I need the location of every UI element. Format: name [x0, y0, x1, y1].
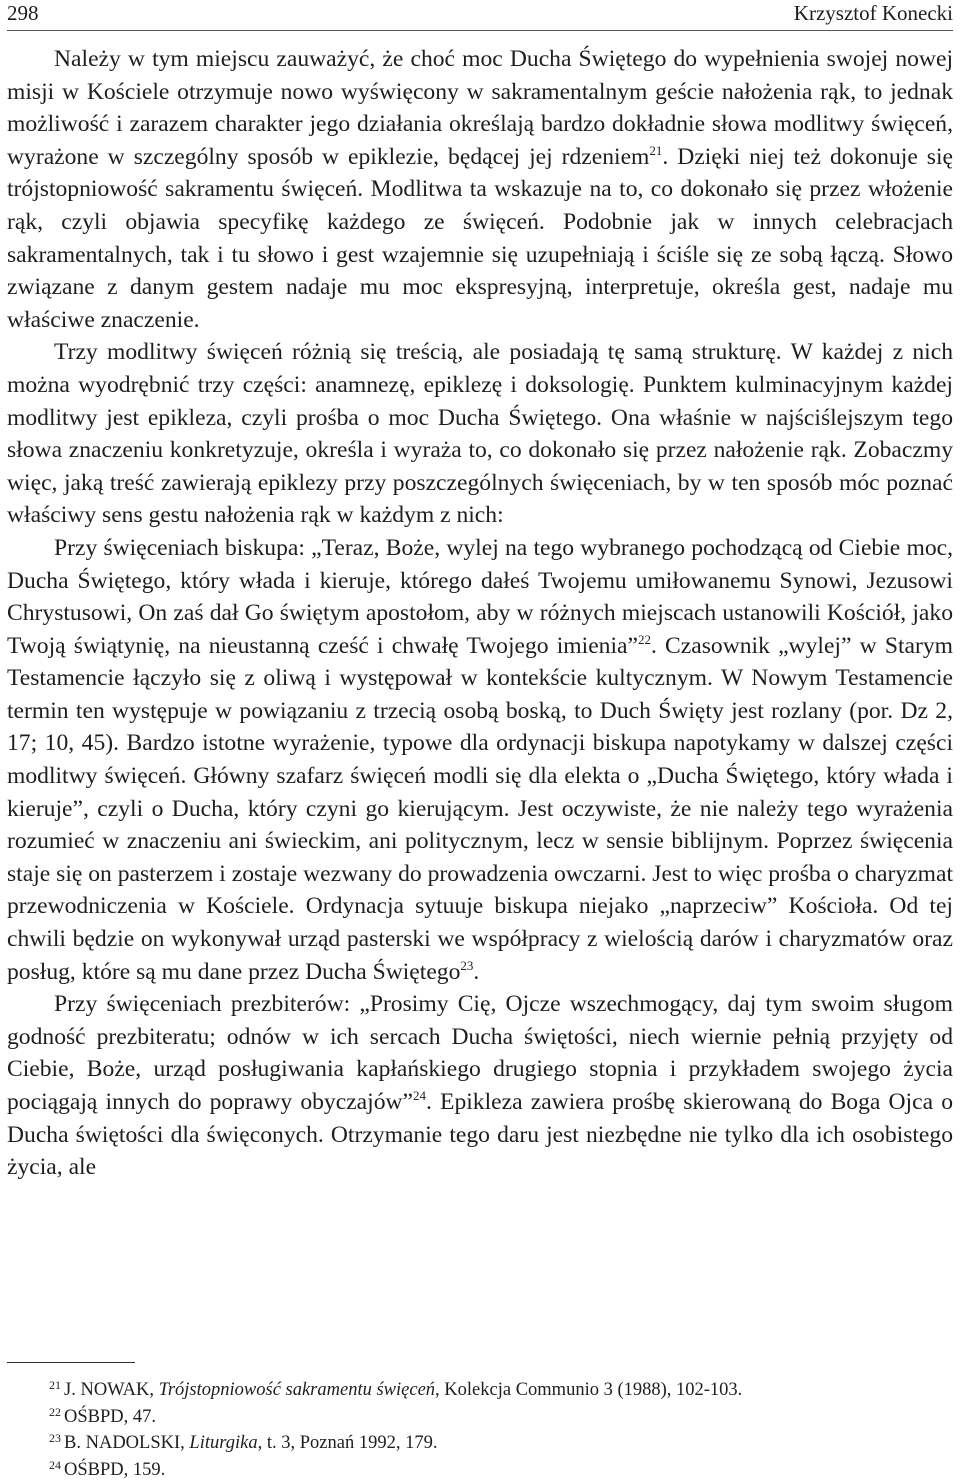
body-paragraph — [7, 988, 953, 1184]
footnote-text: , t. 3, Poznań 1992, 179. — [257, 1433, 438, 1453]
page-number: 298 — [7, 1, 39, 25]
footnote-author-smallcaps: ADOLSKI — [98, 1433, 181, 1453]
footnote-title: Liturgika — [189, 1433, 258, 1453]
paragraph-text: . Dzięki niej też dokonuje się trójstopniowość sakramentu święceń. Modlitwa ta wskazuje na to, co dokonało się przez włożenie rąk, czyli objawia specyfikę każdego ze święceń. Podobnie jak w innych celebracjach sakramentalnych, tak i tu słowo i gest wzajemnie się uzupełniają i ściśle się ze sobą łączą. Słowo związane z danym gestem nadaje mu moc ekspresyjną, interpretuje, określa gest, nadaje mu właściwe znaczenie. — [7, 143, 953, 333]
paragraph-text: Przy święceniach prezbiterów: „Prosimy Cię, Ojcze wszechmogący, daj tym swoim sługom godność prezbiteratu; odnów w ich sercach Ducha świętości, niech wiernie pełnią przyjęty od Ciebie, Boże, urząd posługiwania kapłańskiego drugiego stopnia i przykładem swojego życia pociągają innych do poprawy obyczajów” — [7, 991, 953, 1115]
footnote-text: OŚBPD, 47. — [64, 1406, 157, 1427]
footnote-reference[interactable]: 22 — [637, 631, 651, 647]
footnote-text: OŚBPD, 159. — [64, 1459, 166, 1480]
footnote-reference[interactable]: 24 — [413, 1088, 426, 1103]
footnote-author-smallcaps: OWAK — [93, 1380, 150, 1400]
footnote-number: 23 — [49, 1431, 61, 1445]
footnote-separator-text: , — [149, 1380, 159, 1400]
footnote-text: J. N — [64, 1380, 94, 1400]
footnote-separator — [7, 1362, 135, 1363]
footnote-text: B. N — [64, 1433, 99, 1453]
footnote-item — [49, 1404, 950, 1431]
body-paragraph — [7, 43, 953, 336]
footnote-item — [49, 1457, 950, 1484]
footnote-item — [49, 1430, 950, 1457]
paragraph-text: . Epikleza zawiera prośbę skierowaną do Boga Ojca o Ducha świętości dla święconych. Otrzymanie tego daru jest niezbędne nie tylko dla ich osobistego życia, ale — [7, 1089, 953, 1181]
paragraph-text: . Czasownik „wylej” w Starym Testamencie łączyło się z oliwą i występował w kontekście kultycznym. W Nowym Testamencie termin ten występuje w powiązaniu z trzecią osobą boską, to Duch Święty jest rozlany (por. Dz 2, 17; 10, 45). Bardzo istotne wyrażenie, typowe dla ordynacji biskupa napotykamy w dalszej części modlitwy święceń. Główny szafarz święceń modli się dla elekta o „Ducha Świętego, który włada i kieruje”, czyli o Ducha, który czyni go kierującym. Jest oczywiste, że nie należy tego wyrażenia rozumieć w znaczeniu ani świeckim, ani politycznym, lecz w sensie biblijnym. Poprzez święcenia staje się on pasterzem i zostaje wezwany do prowadzenia owczarni. Jest to więc prośba o charyzmat przewodniczenia w Kościele. Ordynacja sytuuje biskupa niejako „naprzeciw” Kościoła. Od tej chwili będzie on wykonywał urząd pasterski we współpracy z wielością darów i charyzmatów oraz posług, które są mu dane przez Ducha Świętego — [7, 632, 953, 985]
paragraph-text: Należy w tym miejscu zauważyć, że choć moc Ducha Świętego do wypełnienia swojej nowej misji w Kościele otrzymuje nowo wyświęcony w sakramentalnym geście nałożenia rąk, to jednak możliwość i zarazem charakter jego działania określają bardzo dokładnie słowa modlitwy święceń, wyrażone w szczególny sposób w epiklezie, będącej jej rdzeniem — [7, 46, 953, 170]
paragraph-text: Trzy modlitwy święceń różnią się treścią, ale posiadają tę samą strukturę. W każdej z nich można wyodrębnić trzy części: anamnezę, epiklezę i doksologię. Punktem kulminacyjnym każdej modlitwy jest epikleza, czyli prośba o moc Ducha Świętego. Ona właśnie w najściślejszym tego słowa znaczeniu konkretyzuje, określa i wyraża to, co dokonało się przez nałożenie rąk. Zobaczmy więc, jaką treść zawierają epiklezy przy poszczególnych święceniach, by w ten sposób móc poznać właściwy sens gestu nałożenia rąk w każdym z nich: — [7, 339, 953, 529]
body-paragraph — [7, 532, 953, 988]
footnote-number: 21 — [49, 1378, 61, 1392]
footnotes — [49, 1377, 950, 1483]
body-text — [7, 43, 953, 1184]
running-header — [7, 0, 953, 31]
body-paragraph — [7, 336, 953, 532]
footnote-number: 24 — [49, 1457, 61, 1472]
footnote-number: 22 — [49, 1404, 61, 1419]
footnote-reference[interactable]: 23 — [460, 957, 474, 973]
footnote-title: Trójstopniowość sakramentu święceń — [158, 1380, 436, 1400]
footnote-text: , Kolekcja Communio 3 (1988), 102-103. — [435, 1380, 743, 1400]
paragraph-text: . — [473, 958, 480, 985]
footnote-item — [49, 1377, 950, 1404]
footnote-separator-text: , — [180, 1433, 190, 1453]
running-head-author: Krzysztof Konecki — [793, 1, 953, 25]
footnote-reference[interactable]: 21 — [649, 142, 663, 158]
paragraph-text: Przy święceniach biskupa: „Teraz, Boże, wylej na tego wybranego pochodzącą od Ciebie moc, Ducha Świętego, który włada i kieruje, którego dałeś Twojemu umiłowanemu Synowi, Jezusowi Chrystusowi, On zaś dał Go świętym apostołom, aby w różnych miejscach ustanowili Kościół, jako Twoją świątynię, na nieustanną cześć i chwałę Twojego imienia” — [7, 534, 953, 659]
